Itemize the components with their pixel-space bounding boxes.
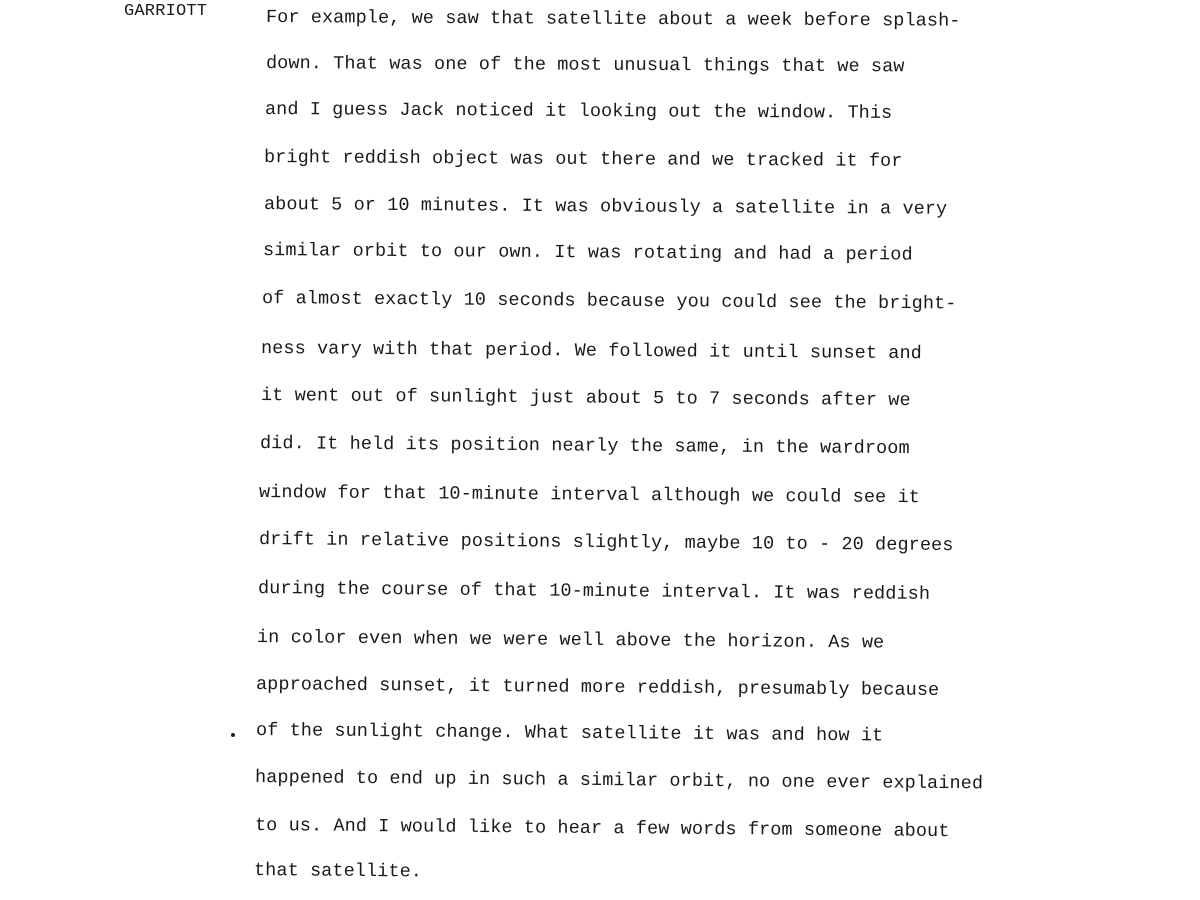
transcript-line: of almost exactly 10 seconds because you could see the bright- xyxy=(261,288,957,315)
transcript-line: and I guess Jack noticed it looking out the window. This xyxy=(264,99,893,124)
transcript-line: window for that 10-minute interval although we could see it xyxy=(258,482,920,509)
transcript-line: bright reddish object was out there and we tracked it for xyxy=(263,147,903,172)
transcript-line: in color even when we were well above the horizon. As we xyxy=(256,627,885,654)
transcript-line: it went out of sunlight just about 5 to 7 seconds after we xyxy=(260,385,911,412)
transcript-line: similar orbit to our own. It was rotating and had a period xyxy=(262,240,913,266)
transcript-line: to us. And I would like to hear a few words from someone about xyxy=(254,815,950,843)
transcript-line: did. It held its position nearly the same, in the wardroom xyxy=(259,433,910,460)
transcript-line: ness vary with that period. We followed it until sunset and xyxy=(260,338,922,365)
transcript-line: down. That was one of the most unusual things that we saw xyxy=(265,53,905,78)
transcript-line: approached sunset, it turned more reddish, presumably because xyxy=(255,674,940,701)
transcript-line: about 5 or 10 minutes. It was obviously a satellite in a very xyxy=(263,194,948,220)
transcript-line: drift in relative positions slightly, maybe 10 to - 20 degrees xyxy=(258,529,954,557)
speaker-name: GARRIOTT xyxy=(124,2,208,21)
transcript-line: For example, we saw that satellite about a week before splash- xyxy=(265,7,961,32)
transcript-line: happened to end up in such a similar orbit, no one ever explained xyxy=(254,767,984,795)
transcript-line: of the sunlight change. What satellite it was and how it xyxy=(255,720,884,747)
transcript-line: during the course of that 10-minute interval. It was reddish xyxy=(257,578,931,605)
transcript-line: that satellite. xyxy=(253,860,423,883)
